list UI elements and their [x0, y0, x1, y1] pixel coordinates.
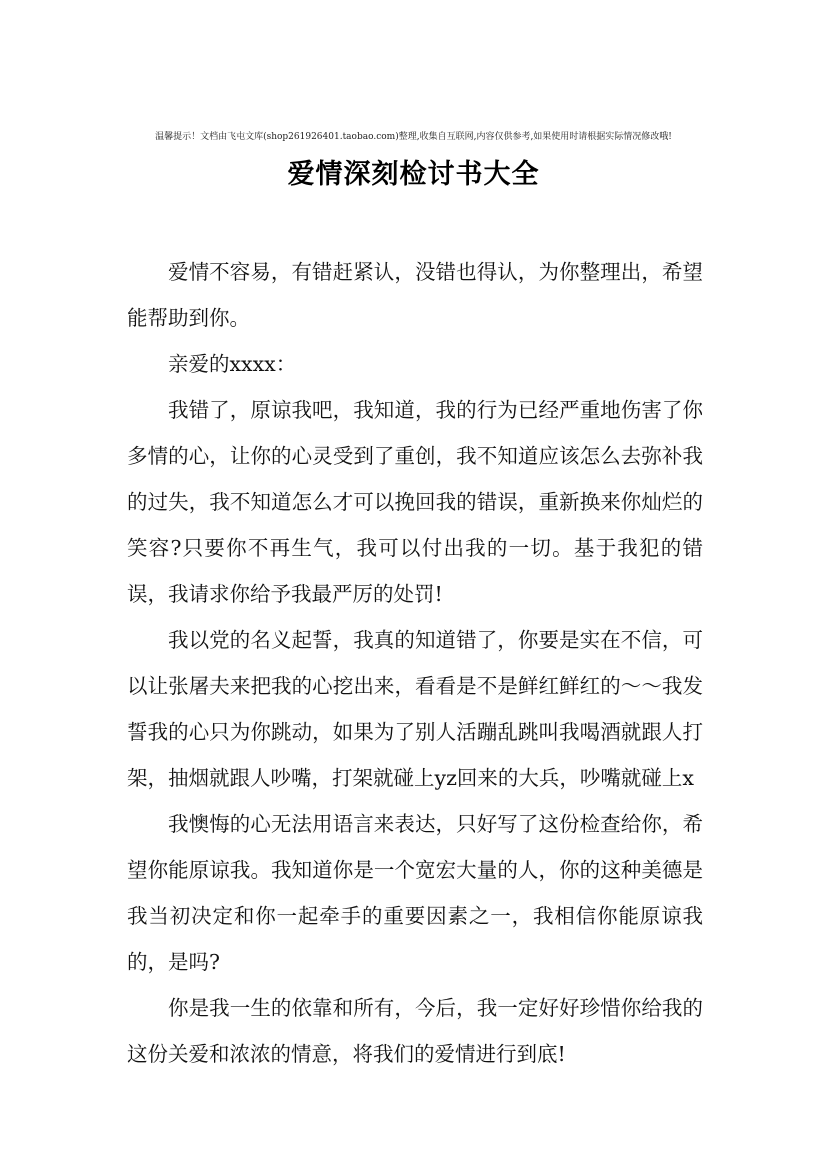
document-body: [127, 249, 703, 1077]
paragraph-oath: 我以党的名义起誓，我真的知道错了，你要是实在不信，可以让张屠夫来把我的心挖出来，看看是不是鲜红鲜红的～～我发誓我的心只为你跳动，如果为了别人活蹦乱跳叫我喝酒就跟人打架，抽烟就跟人吵嘴，打架就碰上yz回来的大兵，吵嘴就碰上x: [127, 628, 703, 790]
paragraph-intro: 爱情不容易，有错赶紧认，没错也得认，为你整理出，希望能帮助到你。: [127, 260, 703, 330]
header-notice: 温馨提示！文档由飞屯文库(shop261926401.taobao.com)整理,收集自互联网,内容仅供参考,如果使用时请根据实际情况修改哦!: [155, 132, 672, 142]
paragraph-apology: 我错了，原谅我吧，我知道，我的行为已经严重地伤害了你多情的心，让你的心灵受到了重创，我不知道应该怎么去弥补我的过失，我不知道怎么才可以挽回我的错误，重新换来你灿烂的笑容?只要你不再生气，我可以付出我的一切。基于我犯的错误，我请求你给予我最严厉的处罚!: [127, 398, 703, 606]
document-title: 爱情深刻检讨书大全: [287, 159, 540, 190]
paragraph-regret: 我懊悔的心无法用语言来表达，只好写了这份检查给你，希望你能原谅我。我知道你是一个宽宏大量的人，你的这种美德是我当初决定和你一起牵手的重要因素之一，我相信你能原谅我的，是吗?: [127, 812, 703, 974]
paragraph-closing: 你是我一生的依靠和所有，今后，我一定好好珍惜你给我的这份关爱和浓浓的情意，将我们的爱情进行到底!: [127, 996, 703, 1066]
paragraph-salutation: 亲爱的xxxx：: [168, 352, 297, 376]
